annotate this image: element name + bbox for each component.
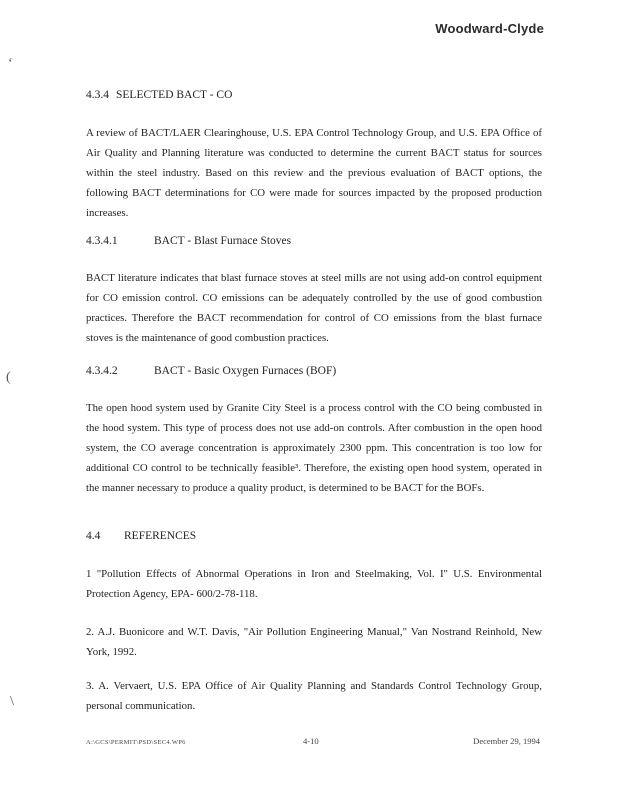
section-heading-4-3-4 — [86, 89, 232, 101]
reference-item: 2. A.J. Buonicore and W.T. Davis, "Air Pollution Engineering Manual," Van Nostrand Reinhold, New York, 1992. — [86, 626, 542, 658]
reference-item: 3. A. Vervaert, U.S. EPA Office of Air Quality Planning and Standards Control Technology Group, personal communication. — [86, 680, 542, 712]
section-number: 4.4 — [86, 530, 101, 542]
section-title: BACT - Blast Furnace Stoves — [154, 235, 292, 247]
footer-file-path: A:\GCS\PERMIT\PSD\SEC4.WP6 — [86, 739, 186, 746]
section-title: REFERENCES — [124, 530, 197, 542]
bof-paragraph: The open hood system used by Granite City Steel is a process control with the CO being combusted in the hood system. This type of process does not use add-on controls. After combustion in the open hood system, the CO average concentration is approximately 2300 ppm. This concentration is too low for additional CO control to be technically feasible³. Therefore, the existing open hood system, operated in the manner necessary to produce a quality product, is determined to be BACT for the BOFs. — [86, 402, 542, 494]
section-number: 4.3.4.2 — [86, 365, 118, 377]
section-title: SELECTED BACT - CO — [116, 89, 233, 101]
margin-mark: \ — [10, 694, 14, 709]
section-heading-4-3-4-1 — [86, 235, 291, 247]
blast-furnace-paragraph: BACT literature indicates that blast furnace stoves at steel mills are not using add-on control equipment for CO emission control. CO emissions can be adequately controlled by the use of good combustion practices. Therefore the BACT recommendation for control of CO emissions from the blast furnace stoves is the maintenance of good combustion practices. — [86, 272, 542, 344]
section-heading-4-4 — [86, 530, 196, 542]
section-title: BACT - Basic Oxygen Furnaces (BOF) — [154, 365, 337, 377]
intro-paragraph: A review of BACT/LAER Clearinghouse, U.S. EPA Control Technology Group, and U.S. EPA Office of Air Quality and Planning literature was conducted to determine the current BACT status for sources within the steel industry. Based on this review and the previous evaluation of BACT options, the following BACT determinations for CO were made for sources impacted by the proposed production increases. — [86, 127, 542, 219]
section-number: 4.3.4.1 — [86, 235, 118, 247]
footer-date: December 29, 1994 — [473, 736, 540, 746]
section-heading-4-3-4-2 — [86, 365, 336, 377]
margin-mark: ‘ — [8, 56, 13, 71]
section-number: 4.3.4 — [86, 89, 109, 101]
footer-page-number: 4-10 — [303, 736, 319, 746]
company-logo: Woodward-Clyde — [435, 21, 544, 36]
reference-item: 1 "Pollution Effects of Abnormal Operations in Iron and Steelmaking, Vol. I" U.S. Environmental Protection Agency, EPA- 600/2-78-118. — [86, 568, 542, 600]
margin-mark: ( — [6, 370, 11, 385]
